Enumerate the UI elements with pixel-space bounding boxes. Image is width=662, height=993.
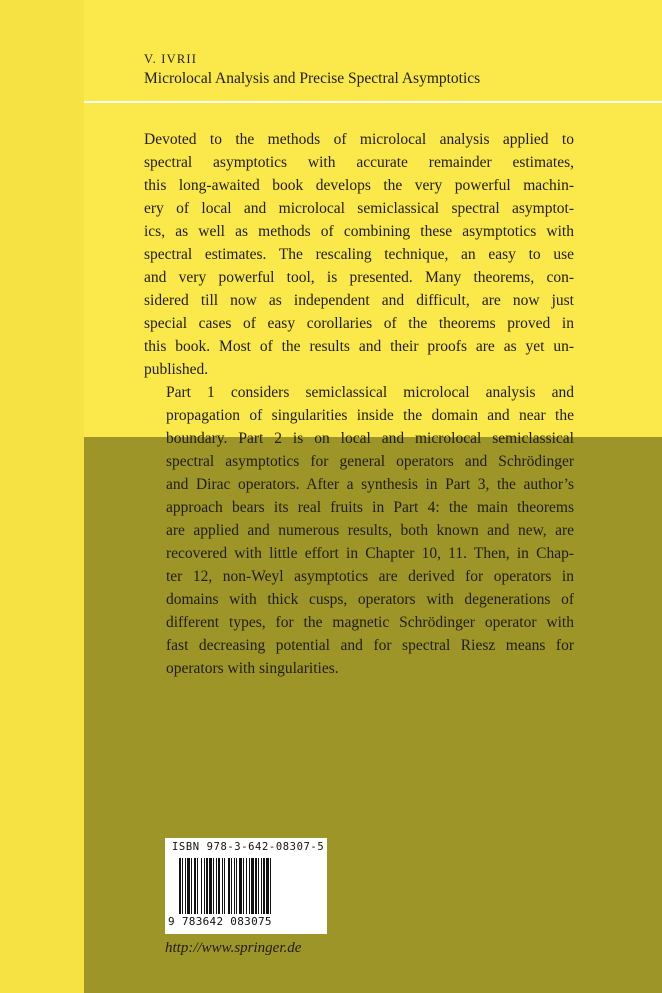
barcode-bar	[187, 858, 190, 914]
text-line: approach bears its real fruits in Part 4: the main theorems	[166, 499, 574, 516]
barcode-bar	[258, 858, 259, 914]
barcode-bars	[179, 858, 313, 914]
barcode-bar	[216, 858, 217, 914]
barcode-bar	[251, 858, 254, 914]
barcode-bar	[239, 858, 242, 914]
publisher-url[interactable]: http://www.springer.de	[165, 940, 302, 956]
barcode-bar	[185, 858, 186, 914]
text-line: ics, as well as methods of combining these asymptotics with	[144, 223, 574, 240]
paragraph-2	[144, 381, 574, 680]
barcode-bar	[201, 858, 202, 914]
barcode-bar	[209, 858, 212, 914]
barcode-bar	[243, 858, 244, 914]
text-line: sidered till now as independent and difficult, are now just	[144, 292, 574, 309]
barcode-bar	[234, 858, 235, 914]
barcode-bar	[182, 858, 183, 914]
text-line: special cases of easy corollaries of the theorems proved in	[144, 315, 574, 332]
book-title: Microlocal Analysis and Precise Spectral Asymptotics	[144, 70, 481, 87]
text-line: fast decreasing potential and for spectral Riesz means for	[166, 637, 574, 654]
text-line: spectral estimates. The rescaling technique, an easy to use	[144, 246, 574, 263]
text-line: Part 1 considers semiclassical microlocal analysis and	[166, 384, 574, 401]
barcode-bar	[206, 858, 208, 914]
text-line: this long-awaited book develops the very powerful machin-	[144, 177, 574, 194]
text-line: propagation of singularities inside the domain and near the	[166, 407, 574, 424]
blurb	[144, 128, 574, 680]
author: V. IVRII	[144, 52, 198, 66]
barcode-bar	[246, 858, 247, 914]
paragraph-1	[144, 128, 574, 381]
text-line: spectral asymptotics with accurate remainder estimates,	[144, 154, 574, 171]
text-line: and Dirac operators. After a synthesis in Part 3, the author’s	[166, 476, 574, 493]
text-line: this book. Most of the results and their proofs are as yet un-	[144, 338, 574, 355]
text-line: recovered with little effort in Chapter 10, 11. Then, in Chap-	[166, 545, 574, 562]
barcode-bar	[255, 858, 257, 914]
text-line: ter 12, non-Weyl asymptotics are derived for operators in	[166, 568, 574, 585]
barcode	[165, 838, 327, 934]
barcode-bar	[191, 858, 192, 914]
barcode-bar	[249, 858, 250, 914]
barcode-bar	[222, 858, 223, 914]
text-line: are applied and numerous results, both known and new, are	[166, 522, 574, 539]
barcode-bar	[228, 858, 230, 914]
barcode-bar	[224, 858, 225, 914]
barcode-bar	[179, 858, 181, 914]
text-line: and very powerful tool, is presented. Many theorems, con-	[144, 269, 574, 286]
barcode-bar	[213, 858, 214, 914]
header	[144, 51, 644, 89]
barcode-bar	[236, 858, 237, 914]
text-line: published.	[144, 361, 209, 378]
text-line: spectral asymptotics for general operators and Schrödinger	[166, 453, 574, 470]
left-strip	[0, 0, 84, 993]
barcode-bar	[261, 858, 262, 914]
text-line: boundary. Part 2 is on local and microlocal semiclassical	[166, 430, 574, 447]
barcode-bar	[266, 858, 269, 914]
barcode-bar	[231, 858, 232, 914]
barcode-digits: 9 783642 083075	[168, 915, 272, 928]
text-line: operators with singularities.	[166, 660, 339, 677]
text-line: different types, for the magnetic Schrödinger operator with	[166, 614, 574, 631]
barcode-bar	[204, 858, 205, 914]
barcode-bar	[197, 858, 198, 914]
barcode-bar	[263, 858, 265, 914]
text-line: Devoted to the methods of microlocal analysis applied to	[144, 131, 574, 148]
text-line: ery of local and microlocal semiclassical spectral asymptot-	[144, 200, 574, 217]
header-rule	[84, 101, 662, 103]
barcode-bar	[218, 858, 220, 914]
barcode-bar	[270, 858, 271, 914]
text-line: domains with thick cusps, operators with degenerations of	[166, 591, 574, 608]
isbn-label: ISBN 978-3-642-08307-5	[172, 841, 325, 853]
barcode-bar	[194, 858, 196, 914]
